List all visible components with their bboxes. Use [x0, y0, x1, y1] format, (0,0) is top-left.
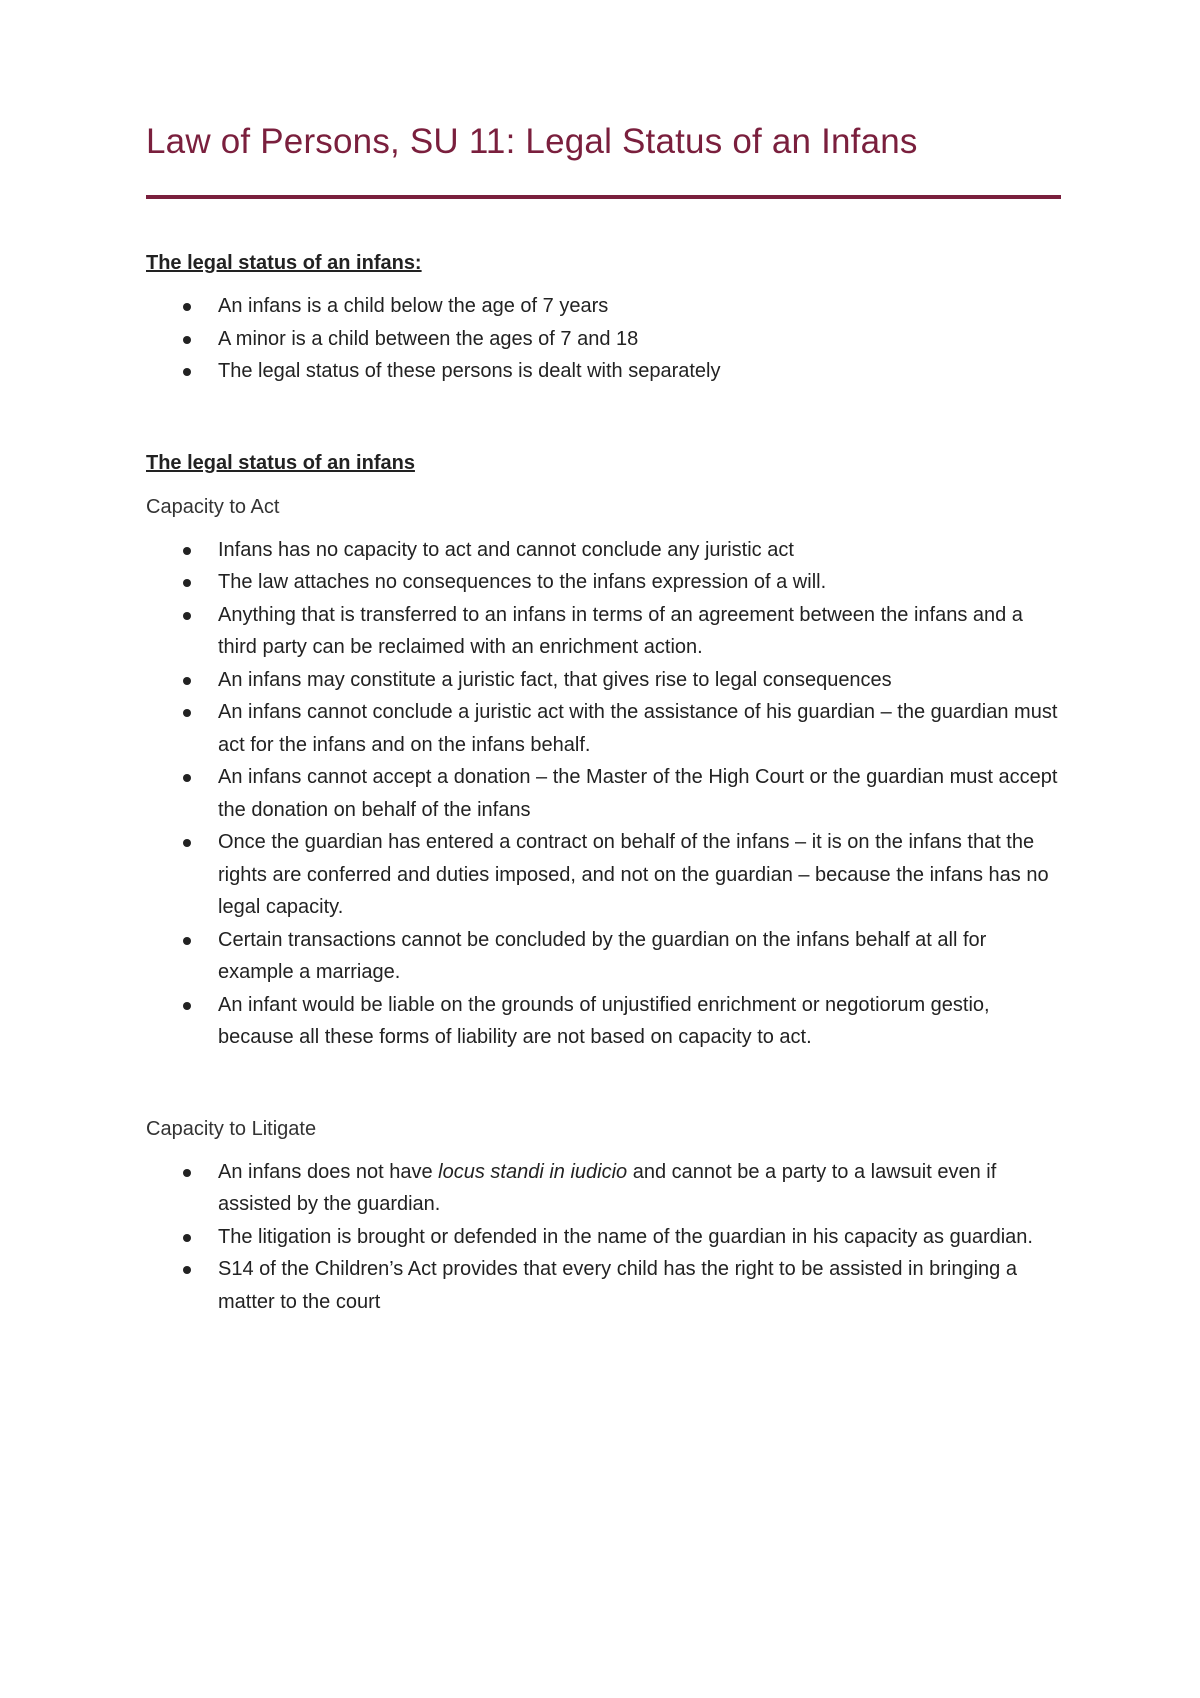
list-item: An infans cannot accept a donation – the Master of the High Court or the guardian must accept the donation on behalf of the infans [218, 761, 1066, 826]
intro-list [146, 290, 1066, 388]
list-item: Certain transactions cannot be concluded by the guardian on the infans behalf at all for example a marriage. [218, 924, 1066, 989]
list-item: An infans cannot conclude a juristic act with the assistance of his guardian – the guardian must act for the infans and on the infans behalf. [218, 696, 1066, 761]
list-item: The law attaches no consequences to the infans expression of a will. [218, 566, 1066, 599]
bullet-icon [183, 336, 191, 344]
title-divider [146, 195, 1061, 199]
document-title: Law of Persons, SU 11: Legal Status of an Infans [146, 122, 918, 161]
list-item: An infans is a child below the age of 7 years [218, 290, 1066, 323]
list-item: An infans may constitute a juristic fact, that gives rise to legal consequences [218, 664, 1066, 697]
bullet-icon [183, 774, 191, 782]
section-heading-intro: The legal status of an infans: [146, 252, 422, 274]
capacity-to-litigate-list [146, 1156, 1066, 1319]
bullet-icon [183, 677, 191, 685]
section-heading-status: The legal status of an infans [146, 451, 415, 474]
bullet-icon [183, 579, 191, 587]
bullet-icon [183, 368, 191, 376]
bullet-icon [183, 839, 191, 847]
capacity-to-act-list [146, 534, 1066, 1054]
bullet-icon [183, 1266, 191, 1274]
document-body [146, 248, 1066, 1318]
list-item: An infans does not have locus standi in iudicio and cannot be a party to a lawsuit even if assisted by the guardian. [218, 1156, 1066, 1221]
list-item: The legal status of these persons is dealt with separately [218, 355, 1066, 388]
bullet-icon [183, 937, 191, 945]
bullet-icon [183, 1002, 191, 1010]
bullet-icon [183, 1234, 191, 1242]
bullet-icon [183, 612, 191, 620]
list-item: Anything that is transferred to an infans in terms of an agreement between the infans and a third party can be reclaimed with an enrichment action. [218, 599, 1066, 664]
bullet-icon [183, 303, 191, 311]
bullet-icon [183, 1169, 191, 1177]
list-item: The litigation is brought or defended in the name of the guardian in his capacity as guardian. [218, 1221, 1066, 1254]
bullet-icon [183, 709, 191, 717]
list-item: A minor is a child between the ages of 7 and 18 [218, 323, 1066, 356]
subheading-capacity-to-act: Capacity to Act [146, 495, 280, 518]
list-item: An infant would be liable on the grounds of unjustified enrichment or negotiorum gestio, because all these forms of liability are not based on capacity to act. [218, 989, 1066, 1054]
list-item: Once the guardian has entered a contract on behalf of the infans – it is on the infans that the rights are conferred and duties imposed, and not on the guardian – because the infans has no legal capacity. [218, 826, 1066, 924]
list-item: Infans has no capacity to act and cannot conclude any juristic act [218, 534, 1066, 567]
latin-term: locus standi in iudicio [438, 1160, 628, 1183]
list-item: S14 of the Children’s Act provides that every child has the right to be assisted in bringing a matter to the court [218, 1253, 1066, 1318]
subheading-capacity-to-litigate: Capacity to Litigate [146, 1117, 317, 1140]
bullet-icon [183, 547, 191, 555]
